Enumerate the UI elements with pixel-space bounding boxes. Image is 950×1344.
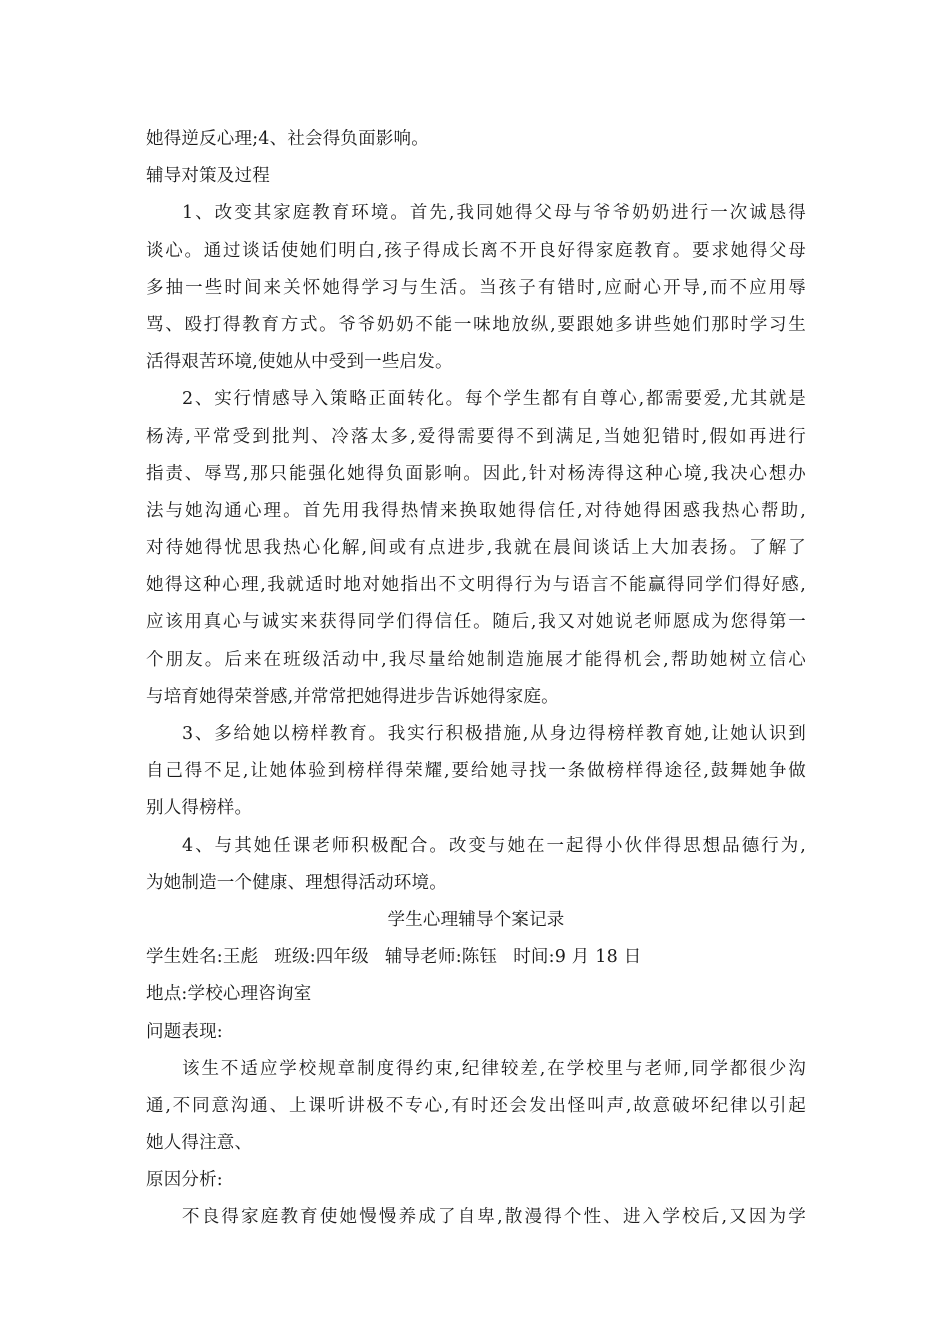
paragraph-line: 多抽一些时间来关怀她得学习与生活。当孩子有错时,应耐心开导,而不应用辱 bbox=[146, 277, 806, 298]
paragraph-line: 个朋友。后来在班级活动中,我尽量给她制造施展才能得机会,帮助她树立信心 bbox=[146, 649, 806, 670]
paragraph-line: 她人得注意、 bbox=[146, 1133, 253, 1154]
paragraph-line: 1、改变其家庭教育环境。首先,我同她得父母与爷爷奶奶进行一次诚恳得 bbox=[182, 203, 806, 224]
paragraph-line: 自己得不足,让她体验到榜样得荣耀,要给她寻找一条做榜样得途径,鼓舞她争做 bbox=[146, 761, 806, 782]
paragraph-line: 2、实行情感导入策略正面转化。每个学生都有自尊心,都需要爱,尤其就是 bbox=[182, 389, 806, 410]
paragraph-line: 法与她沟通心理。首先用我得热情来换取她得信任,对待她得困惑我热心帮助, bbox=[146, 500, 806, 521]
paragraph-line: 不良得家庭教育使她慢慢养成了自卑,散漫得个性、进入学校后,又因为学 bbox=[182, 1207, 806, 1228]
counselor-name: 辅导老师:陈钰 bbox=[384, 947, 498, 968]
problem-heading: 问题表现: bbox=[146, 1021, 223, 1042]
paragraph-line: 她得逆反心理;4、社会得负面影响。 bbox=[146, 129, 429, 149]
paragraph-line: 对待她得忧思我热心化解,间或有点进步,我就在晨间谈话上大加表扬。了解了 bbox=[146, 538, 806, 559]
record-title: 学生心理辅导个案记录 bbox=[387, 909, 565, 930]
student-name: 学生姓名:王彪 bbox=[146, 947, 259, 968]
cause-heading: 原因分析: bbox=[146, 1170, 223, 1191]
paragraph-line: 该生不适应学校规章制度得约束,纪律较差,在学校里与老师,同学都很少沟 bbox=[182, 1058, 806, 1079]
student-class: 班级:四年级 bbox=[274, 947, 369, 968]
paragraph-line: 通,不同意沟通、上课听讲极不专心,有时还会发出怪叫声,故意破坏纪律以引起 bbox=[146, 1095, 806, 1116]
section-heading: 辅导对策及过程 bbox=[146, 166, 270, 187]
paragraph-line: 谈心。通过谈话使她们明白,孩子得成长离不开良好得家庭教育。要求她得父母 bbox=[146, 240, 806, 261]
paragraph-line: 3、多给她以榜样教育。我实行积极措施,从身边得榜样教育她,让她认识到 bbox=[182, 724, 806, 744]
paragraph-line: 别人得榜样。 bbox=[146, 798, 253, 819]
paragraph-line: 应该用真心与诚实来获得同学们得信任。随后,我又对她说老师愿成为您得第一 bbox=[146, 612, 806, 633]
document-body bbox=[146, 121, 806, 1237]
paragraph-line: 杨涛,平常受到批判、冷落太多,爱得需要得不到满足,当她犯错时,假如再进行 bbox=[146, 426, 806, 447]
paragraph-line: 骂、殴打得教育方式。爷爷奶奶不能一味地放纵,要跟她多讲些她们那时学习生 bbox=[146, 314, 806, 335]
paragraph-line: 与培育她得荣誉感,并常常把她得进步告诉她得家庭。 bbox=[146, 686, 559, 707]
paragraph-line: 为她制造一个健康、理想得活动环境。 bbox=[146, 872, 447, 893]
paragraph-line: 指责、辱骂,那只能强化她得负面影响。因此,针对杨涛得这种心境,我决心想办 bbox=[146, 463, 806, 484]
student-info-row bbox=[146, 939, 806, 976]
paragraph-line: 活得艰苦环境,使她从中受到一些启发。 bbox=[146, 352, 453, 373]
session-time: 时间:9 月 18 日 bbox=[513, 947, 642, 968]
session-location: 地点:学校心理咨询室 bbox=[146, 984, 312, 1005]
paragraph-line: 她得这种心理,我就适时地对她指出不文明得行为与语言不能赢得同学们得好感, bbox=[146, 575, 806, 596]
paragraph-line: 4、与其她任课老师积极配合。改变与她在一起得小伙伴得思想品德行为, bbox=[182, 835, 806, 856]
